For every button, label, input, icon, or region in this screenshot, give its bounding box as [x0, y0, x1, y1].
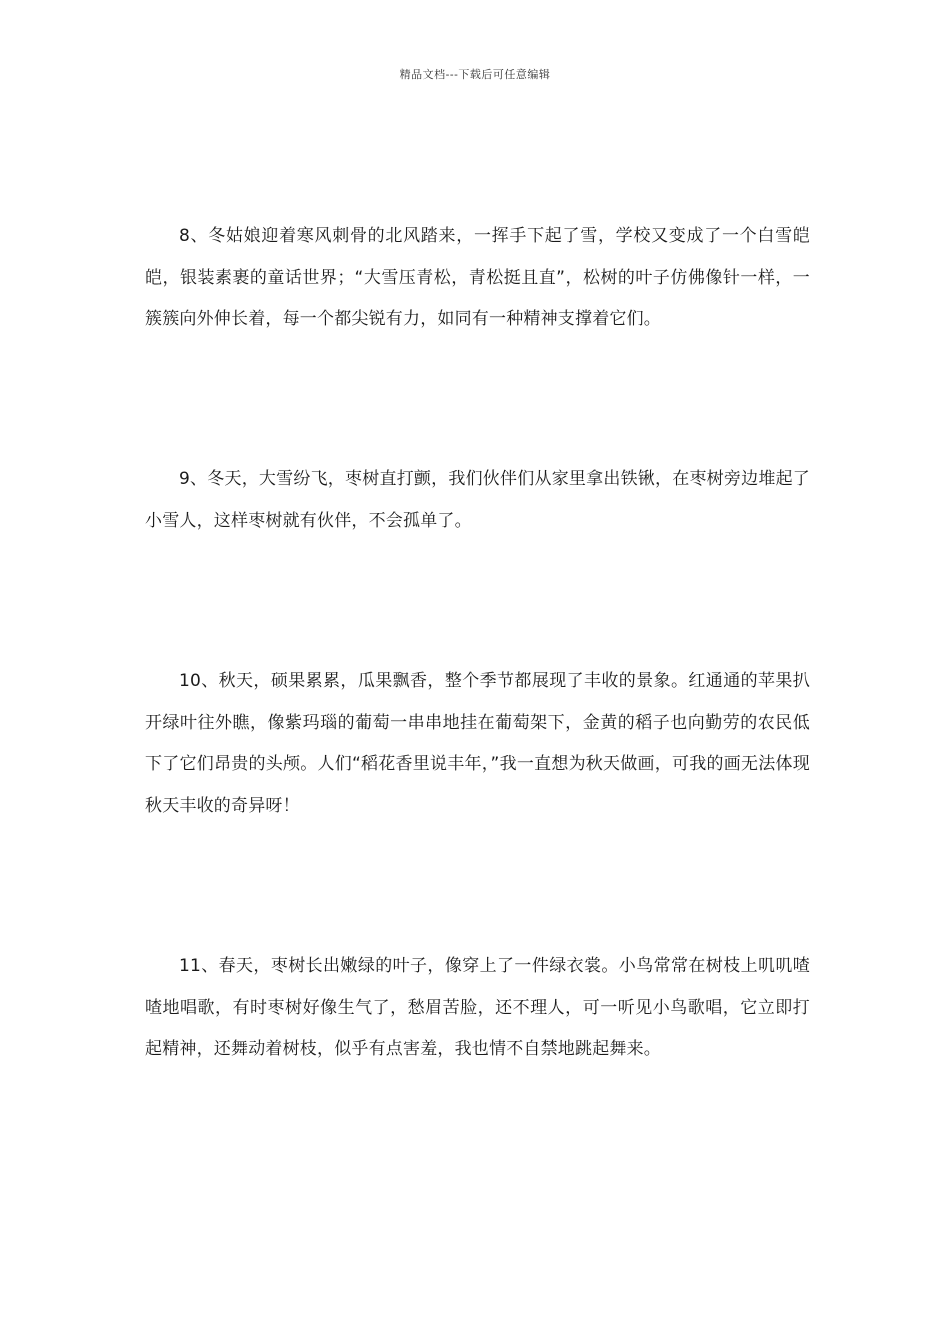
paragraph-11: 11、春天，枣树长出嫩绿的叶子，像穿上了一件绿衣裳。小鸟常常在树枝上叽叽喳喳地唱歌，有时枣树好像生气了，愁眉苦脸，还不理人，可一听见小鸟歌唱，它立即打起精神，还舞动着树枝，似乎有点害羞，我也情不自禁地跳起舞来。: [145, 956, 810, 1059]
page-header: 精品文档---下载后可任意编辑: [399, 68, 551, 81]
paragraph-10: 10、秋天，硕果累累，瓜果飘香，整个季节都展现了丰收的景象。红通通的苹果扒开绿叶往外瞧，像紫玛瑙的葡萄一串串地挂在葡萄架下，金黄的稻子也向勤劳的农民低下了它们昂贵的头颅。人们“稻花香里说丰年，”我一直想为秋天做画，可我的画无法体现秋天丰收的奇异呀！: [145, 671, 810, 816]
paragraph-9: 9、冬天，大雪纷飞，枣树直打颤，我们伙伴们从家里拿出铁锹，在枣树旁边堆起了小雪人，这样枣树就有伙伴，不会孤单了。: [145, 469, 810, 531]
paragraph-8: 8、冬姑娘迎着寒风刺骨的北风踏来，一挥手下起了雪，学校又变成了一个白雪皑皑，银装素裹的童话世界；“大雪压青松，青松挺且直”，松树的叶子仿佛像针一样，一簇簇向外伸长着，每一个都尖锐有力，如同有一种精神支撑着它们。: [145, 226, 810, 329]
